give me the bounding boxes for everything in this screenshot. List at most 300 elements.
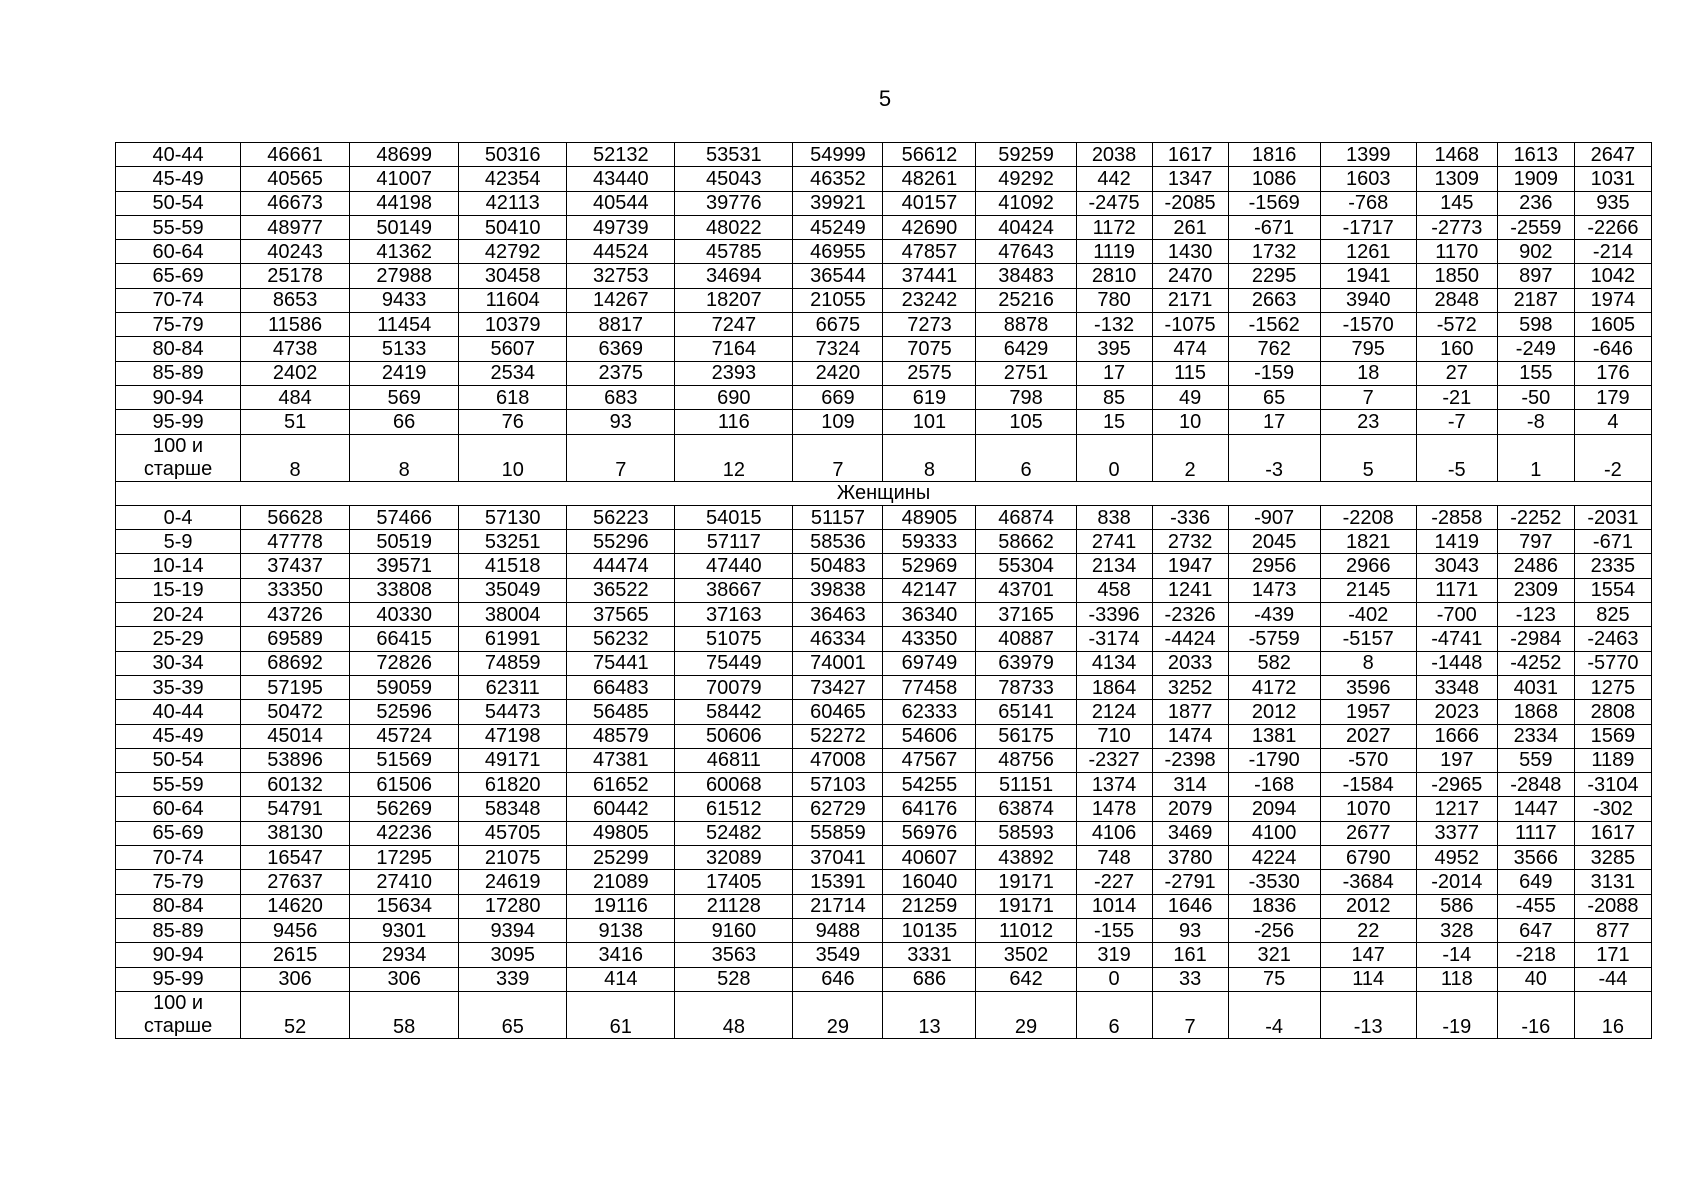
- value-cell: 484: [241, 385, 350, 409]
- value-cell: 47857: [883, 240, 976, 264]
- age-group-cell: 70-74: [116, 288, 241, 312]
- value-cell: 306: [350, 967, 459, 991]
- value-cell: -218: [1497, 943, 1574, 967]
- value-cell: 762: [1228, 337, 1320, 361]
- value-cell: 598: [1497, 313, 1574, 337]
- value-cell: 40607: [883, 846, 976, 870]
- value-cell: 2575: [883, 361, 976, 385]
- value-cell: 47008: [793, 748, 883, 772]
- table-row: [116, 894, 1652, 918]
- value-cell: 1189: [1574, 748, 1651, 772]
- value-cell: 55296: [567, 530, 675, 554]
- value-cell: 0: [1076, 434, 1152, 481]
- value-cell: -336: [1152, 505, 1228, 529]
- value-cell: 2334: [1497, 724, 1574, 748]
- value-cell: 58662: [976, 530, 1076, 554]
- value-cell: 6675: [793, 313, 883, 337]
- value-cell: -5157: [1320, 627, 1416, 651]
- value-cell: 1399: [1320, 143, 1416, 167]
- value-cell: 41518: [459, 554, 567, 578]
- value-cell: 797: [1497, 530, 1574, 554]
- table-row: [116, 337, 1652, 361]
- value-cell: 49739: [567, 215, 675, 239]
- value-cell: -671: [1228, 215, 1320, 239]
- value-cell: 59259: [976, 143, 1076, 167]
- value-cell: 1070: [1320, 797, 1416, 821]
- value-cell: 22: [1320, 918, 1416, 942]
- value-cell: 1347: [1152, 167, 1228, 191]
- value-cell: 902: [1497, 240, 1574, 264]
- value-cell: 58593: [976, 821, 1076, 845]
- value-cell: 43892: [976, 846, 1076, 870]
- value-cell: 11012: [976, 918, 1076, 942]
- value-cell: 60442: [567, 797, 675, 821]
- value-cell: 27410: [350, 870, 459, 894]
- value-cell: 14267: [567, 288, 675, 312]
- value-cell: 1172: [1076, 215, 1152, 239]
- value-cell: 1430: [1152, 240, 1228, 264]
- value-cell: 70079: [675, 675, 793, 699]
- value-cell: 11586: [241, 313, 350, 337]
- value-cell: 48022: [675, 215, 793, 239]
- value-cell: -2965: [1416, 773, 1497, 797]
- value-cell: 42236: [350, 821, 459, 845]
- value-cell: -1584: [1320, 773, 1416, 797]
- age-group-cell: 0-4: [116, 505, 241, 529]
- value-cell: 1868: [1497, 700, 1574, 724]
- value-cell: 17: [1228, 410, 1320, 434]
- value-cell: -302: [1574, 797, 1651, 821]
- value-cell: 57466: [350, 505, 459, 529]
- value-cell: 32089: [675, 846, 793, 870]
- value-cell: 2335: [1574, 554, 1651, 578]
- value-cell: 19116: [567, 894, 675, 918]
- value-cell: 528: [675, 967, 793, 991]
- value-cell: -3: [1228, 434, 1320, 481]
- value-cell: 75441: [567, 651, 675, 675]
- value-cell: 8: [241, 434, 350, 481]
- value-cell: 4952: [1416, 846, 1497, 870]
- value-cell: 38483: [976, 264, 1076, 288]
- value-cell: -2984: [1497, 627, 1574, 651]
- value-cell: 1569: [1574, 724, 1651, 748]
- value-cell: 61991: [459, 627, 567, 651]
- value-cell: 27988: [350, 264, 459, 288]
- age-group-cell: 80-84: [116, 894, 241, 918]
- value-cell: 3566: [1497, 846, 1574, 870]
- value-cell: 1732: [1228, 240, 1320, 264]
- value-cell: 1617: [1152, 143, 1228, 167]
- value-cell: 52596: [350, 700, 459, 724]
- value-cell: 66: [350, 410, 459, 434]
- value-cell: 44524: [567, 240, 675, 264]
- value-cell: 114: [1320, 967, 1416, 991]
- age-group-cell: 90-94: [116, 385, 241, 409]
- value-cell: 5607: [459, 337, 567, 361]
- value-cell: 56485: [567, 700, 675, 724]
- value-cell: 29: [793, 991, 883, 1038]
- value-cell: 15391: [793, 870, 883, 894]
- value-cell: 69749: [883, 651, 976, 675]
- value-cell: 57103: [793, 773, 883, 797]
- value-cell: 57117: [675, 530, 793, 554]
- value-cell: 33350: [241, 578, 350, 602]
- value-cell: 748: [1076, 846, 1152, 870]
- table-row: [116, 870, 1652, 894]
- value-cell: 54255: [883, 773, 976, 797]
- value-cell: 23: [1320, 410, 1416, 434]
- value-cell: 2420: [793, 361, 883, 385]
- value-cell: -572: [1416, 313, 1497, 337]
- value-cell: 3348: [1416, 675, 1497, 699]
- value-cell: 9160: [675, 918, 793, 942]
- age-group-cell: 45-49: [116, 724, 241, 748]
- value-cell: 47198: [459, 724, 567, 748]
- value-cell: -570: [1320, 748, 1416, 772]
- value-cell: 2033: [1152, 651, 1228, 675]
- value-cell: 68692: [241, 651, 350, 675]
- value-cell: 15: [1076, 410, 1152, 434]
- value-cell: -256: [1228, 918, 1320, 942]
- value-cell: -2475: [1076, 191, 1152, 215]
- table-row: [116, 700, 1652, 724]
- value-cell: 39838: [793, 578, 883, 602]
- value-cell: 50149: [350, 215, 459, 239]
- value-cell: 66483: [567, 675, 675, 699]
- value-cell: 34694: [675, 264, 793, 288]
- value-cell: 116: [675, 410, 793, 434]
- value-cell: 569: [350, 385, 459, 409]
- value-cell: 17280: [459, 894, 567, 918]
- value-cell: 2419: [350, 361, 459, 385]
- value-cell: 5133: [350, 337, 459, 361]
- value-cell: 27637: [241, 870, 350, 894]
- value-cell: 4172: [1228, 675, 1320, 699]
- value-cell: 40243: [241, 240, 350, 264]
- value-cell: -4424: [1152, 627, 1228, 651]
- value-cell: 53531: [675, 143, 793, 167]
- value-cell: 1947: [1152, 554, 1228, 578]
- value-cell: 2045: [1228, 530, 1320, 554]
- value-cell: 75: [1228, 967, 1320, 991]
- value-cell: 54999: [793, 143, 883, 167]
- value-cell: -214: [1574, 240, 1651, 264]
- value-cell: 9433: [350, 288, 459, 312]
- value-cell: -2088: [1574, 894, 1651, 918]
- value-cell: 9488: [793, 918, 883, 942]
- value-cell: -2266: [1574, 215, 1651, 239]
- value-cell: 32753: [567, 264, 675, 288]
- age-group-cell: 50-54: [116, 191, 241, 215]
- value-cell: 40565: [241, 167, 350, 191]
- value-cell: 54015: [675, 505, 793, 529]
- value-cell: 50483: [793, 554, 883, 578]
- value-cell: -2327: [1076, 748, 1152, 772]
- value-cell: 7: [567, 434, 675, 481]
- table-row: [116, 603, 1652, 627]
- value-cell: 51151: [976, 773, 1076, 797]
- value-cell: 39571: [350, 554, 459, 578]
- value-cell: 40887: [976, 627, 1076, 651]
- value-cell: 1864: [1076, 675, 1152, 699]
- value-cell: 63874: [976, 797, 1076, 821]
- value-cell: 1478: [1076, 797, 1152, 821]
- value-cell: 72826: [350, 651, 459, 675]
- value-cell: 1816: [1228, 143, 1320, 167]
- value-cell: 1014: [1076, 894, 1152, 918]
- value-cell: 11454: [350, 313, 459, 337]
- table-row: [116, 724, 1652, 748]
- value-cell: -155: [1076, 918, 1152, 942]
- value-cell: 1474: [1152, 724, 1228, 748]
- value-cell: 798: [976, 385, 1076, 409]
- value-cell: 3331: [883, 943, 976, 967]
- value-cell: -907: [1228, 505, 1320, 529]
- value-cell: 710: [1076, 724, 1152, 748]
- value-cell: 46874: [976, 505, 1076, 529]
- value-cell: 56269: [350, 797, 459, 821]
- value-cell: 76: [459, 410, 567, 434]
- table-row: [116, 578, 1652, 602]
- value-cell: 6790: [1320, 846, 1416, 870]
- value-cell: 155: [1497, 361, 1574, 385]
- value-cell: 58348: [459, 797, 567, 821]
- value-cell: 838: [1076, 505, 1152, 529]
- value-cell: 51075: [675, 627, 793, 651]
- value-cell: 1117: [1497, 821, 1574, 845]
- value-cell: 2393: [675, 361, 793, 385]
- value-cell: 58536: [793, 530, 883, 554]
- value-cell: 1042: [1574, 264, 1651, 288]
- table-row: [116, 821, 1652, 845]
- value-cell: 3095: [459, 943, 567, 967]
- value-cell: 61: [567, 991, 675, 1038]
- value-cell: 261: [1152, 215, 1228, 239]
- value-cell: 25178: [241, 264, 350, 288]
- age-group-cell: 65-69: [116, 821, 241, 845]
- value-cell: -159: [1228, 361, 1320, 385]
- value-cell: 17295: [350, 846, 459, 870]
- value-cell: 1877: [1152, 700, 1228, 724]
- value-cell: 74859: [459, 651, 567, 675]
- value-cell: 41092: [976, 191, 1076, 215]
- value-cell: 51157: [793, 505, 883, 529]
- value-cell: 2677: [1320, 821, 1416, 845]
- table-row: [116, 748, 1652, 772]
- value-cell: -3396: [1076, 603, 1152, 627]
- value-cell: 7: [1152, 991, 1228, 1038]
- value-cell: 897: [1497, 264, 1574, 288]
- value-cell: -3684: [1320, 870, 1416, 894]
- value-cell: 414: [567, 967, 675, 991]
- value-cell: 17: [1076, 361, 1152, 385]
- age-group-cell: 55-59: [116, 215, 241, 239]
- value-cell: 147: [1320, 943, 1416, 967]
- value-cell: 1554: [1574, 578, 1651, 602]
- value-cell: 50316: [459, 143, 567, 167]
- age-group-cell: 85-89: [116, 361, 241, 385]
- value-cell: 3469: [1152, 821, 1228, 845]
- value-cell: 16040: [883, 870, 976, 894]
- value-cell: -132: [1076, 313, 1152, 337]
- value-cell: 2023: [1416, 700, 1497, 724]
- value-cell: 54473: [459, 700, 567, 724]
- table-row: [116, 991, 1652, 1038]
- value-cell: -1717: [1320, 215, 1416, 239]
- value-cell: 37565: [567, 603, 675, 627]
- value-cell: 19171: [976, 870, 1076, 894]
- table-row: [116, 943, 1652, 967]
- value-cell: 56175: [976, 724, 1076, 748]
- value-cell: 61506: [350, 773, 459, 797]
- value-cell: 4: [1574, 410, 1651, 434]
- value-cell: 50606: [675, 724, 793, 748]
- value-cell: 62333: [883, 700, 976, 724]
- table-row: [116, 167, 1652, 191]
- value-cell: 61512: [675, 797, 793, 821]
- value-cell: 4738: [241, 337, 350, 361]
- value-cell: 586: [1416, 894, 1497, 918]
- value-cell: 3416: [567, 943, 675, 967]
- age-group-cell: 100 и старше: [116, 991, 241, 1038]
- table-row: [116, 191, 1652, 215]
- value-cell: -671: [1574, 530, 1651, 554]
- value-cell: 21128: [675, 894, 793, 918]
- value-cell: 48977: [241, 215, 350, 239]
- value-cell: 65: [459, 991, 567, 1038]
- value-cell: 6429: [976, 337, 1076, 361]
- value-cell: 6: [1076, 991, 1152, 1038]
- value-cell: 24619: [459, 870, 567, 894]
- value-cell: -2: [1574, 434, 1651, 481]
- value-cell: 646: [793, 967, 883, 991]
- value-cell: 105: [976, 410, 1076, 434]
- value-cell: 47643: [976, 240, 1076, 264]
- value-cell: 39921: [793, 191, 883, 215]
- value-cell: 7164: [675, 337, 793, 361]
- age-group-cell: 60-64: [116, 797, 241, 821]
- value-cell: 7247: [675, 313, 793, 337]
- value-cell: 47381: [567, 748, 675, 772]
- value-cell: 2027: [1320, 724, 1416, 748]
- table-row: [116, 264, 1652, 288]
- value-cell: 18: [1320, 361, 1416, 385]
- value-cell: 61820: [459, 773, 567, 797]
- value-cell: 319: [1076, 943, 1152, 967]
- table-row: [116, 505, 1652, 529]
- value-cell: 56976: [883, 821, 976, 845]
- value-cell: 3940: [1320, 288, 1416, 312]
- section-label-women: Женщины: [116, 481, 1652, 505]
- value-cell: 2309: [1497, 578, 1574, 602]
- value-cell: 55304: [976, 554, 1076, 578]
- value-cell: 7273: [883, 313, 976, 337]
- value-cell: -3530: [1228, 870, 1320, 894]
- age-group-cell: 80-84: [116, 337, 241, 361]
- value-cell: 51: [241, 410, 350, 434]
- population-table: [115, 142, 1652, 1039]
- value-cell: 61652: [567, 773, 675, 797]
- value-cell: 52132: [567, 143, 675, 167]
- women-rows: [116, 505, 1652, 1038]
- value-cell: 45014: [241, 724, 350, 748]
- table-row: [116, 651, 1652, 675]
- value-cell: -455: [1497, 894, 1574, 918]
- value-cell: 2808: [1574, 700, 1651, 724]
- value-cell: 10: [459, 434, 567, 481]
- table-row: [116, 361, 1652, 385]
- value-cell: 321: [1228, 943, 1320, 967]
- value-cell: 2486: [1497, 554, 1574, 578]
- value-cell: -123: [1497, 603, 1574, 627]
- value-cell: 93: [567, 410, 675, 434]
- value-cell: -21: [1416, 385, 1497, 409]
- value-cell: 1171: [1416, 578, 1497, 602]
- value-cell: 52: [241, 991, 350, 1038]
- page-number: 5: [878, 86, 892, 111]
- value-cell: -5759: [1228, 627, 1320, 651]
- value-cell: 1468: [1416, 143, 1497, 167]
- value-cell: 78733: [976, 675, 1076, 699]
- value-cell: 41007: [350, 167, 459, 191]
- value-cell: -5: [1416, 434, 1497, 481]
- age-group-cell: 40-44: [116, 700, 241, 724]
- table-row: [116, 385, 1652, 409]
- age-group-cell: 5-9: [116, 530, 241, 554]
- value-cell: 3043: [1416, 554, 1497, 578]
- value-cell: 2124: [1076, 700, 1152, 724]
- value-cell: 2741: [1076, 530, 1152, 554]
- value-cell: -3174: [1076, 627, 1152, 651]
- value-cell: 2038: [1076, 143, 1152, 167]
- value-cell: 50472: [241, 700, 350, 724]
- value-cell: -4: [1228, 991, 1320, 1038]
- value-cell: 51569: [350, 748, 459, 772]
- value-cell: 2: [1152, 434, 1228, 481]
- value-cell: 619: [883, 385, 976, 409]
- value-cell: 2615: [241, 943, 350, 967]
- value-cell: 6369: [567, 337, 675, 361]
- value-cell: -2463: [1574, 627, 1651, 651]
- value-cell: 3502: [976, 943, 1076, 967]
- value-cell: -700: [1416, 603, 1497, 627]
- value-cell: 825: [1574, 603, 1651, 627]
- value-cell: 2295: [1228, 264, 1320, 288]
- value-cell: -2773: [1416, 215, 1497, 239]
- value-cell: 44474: [567, 554, 675, 578]
- value-cell: 1821: [1320, 530, 1416, 554]
- value-cell: -4252: [1497, 651, 1574, 675]
- value-cell: 2534: [459, 361, 567, 385]
- value-cell: 1217: [1416, 797, 1497, 821]
- value-cell: 6: [976, 434, 1076, 481]
- value-cell: 877: [1574, 918, 1651, 942]
- age-group-cell: 100 и старше: [116, 434, 241, 481]
- value-cell: 1617: [1574, 821, 1651, 845]
- value-cell: 1381: [1228, 724, 1320, 748]
- value-cell: 4106: [1076, 821, 1152, 845]
- value-cell: 40330: [350, 603, 459, 627]
- value-cell: 0: [1076, 967, 1152, 991]
- age-group-cell: 10-14: [116, 554, 241, 578]
- age-group-cell: 90-94: [116, 943, 241, 967]
- value-cell: 57130: [459, 505, 567, 529]
- value-cell: 36544: [793, 264, 883, 288]
- value-cell: -44: [1574, 967, 1651, 991]
- table-row: [116, 313, 1652, 337]
- value-cell: 1241: [1152, 578, 1228, 602]
- value-cell: 2751: [976, 361, 1076, 385]
